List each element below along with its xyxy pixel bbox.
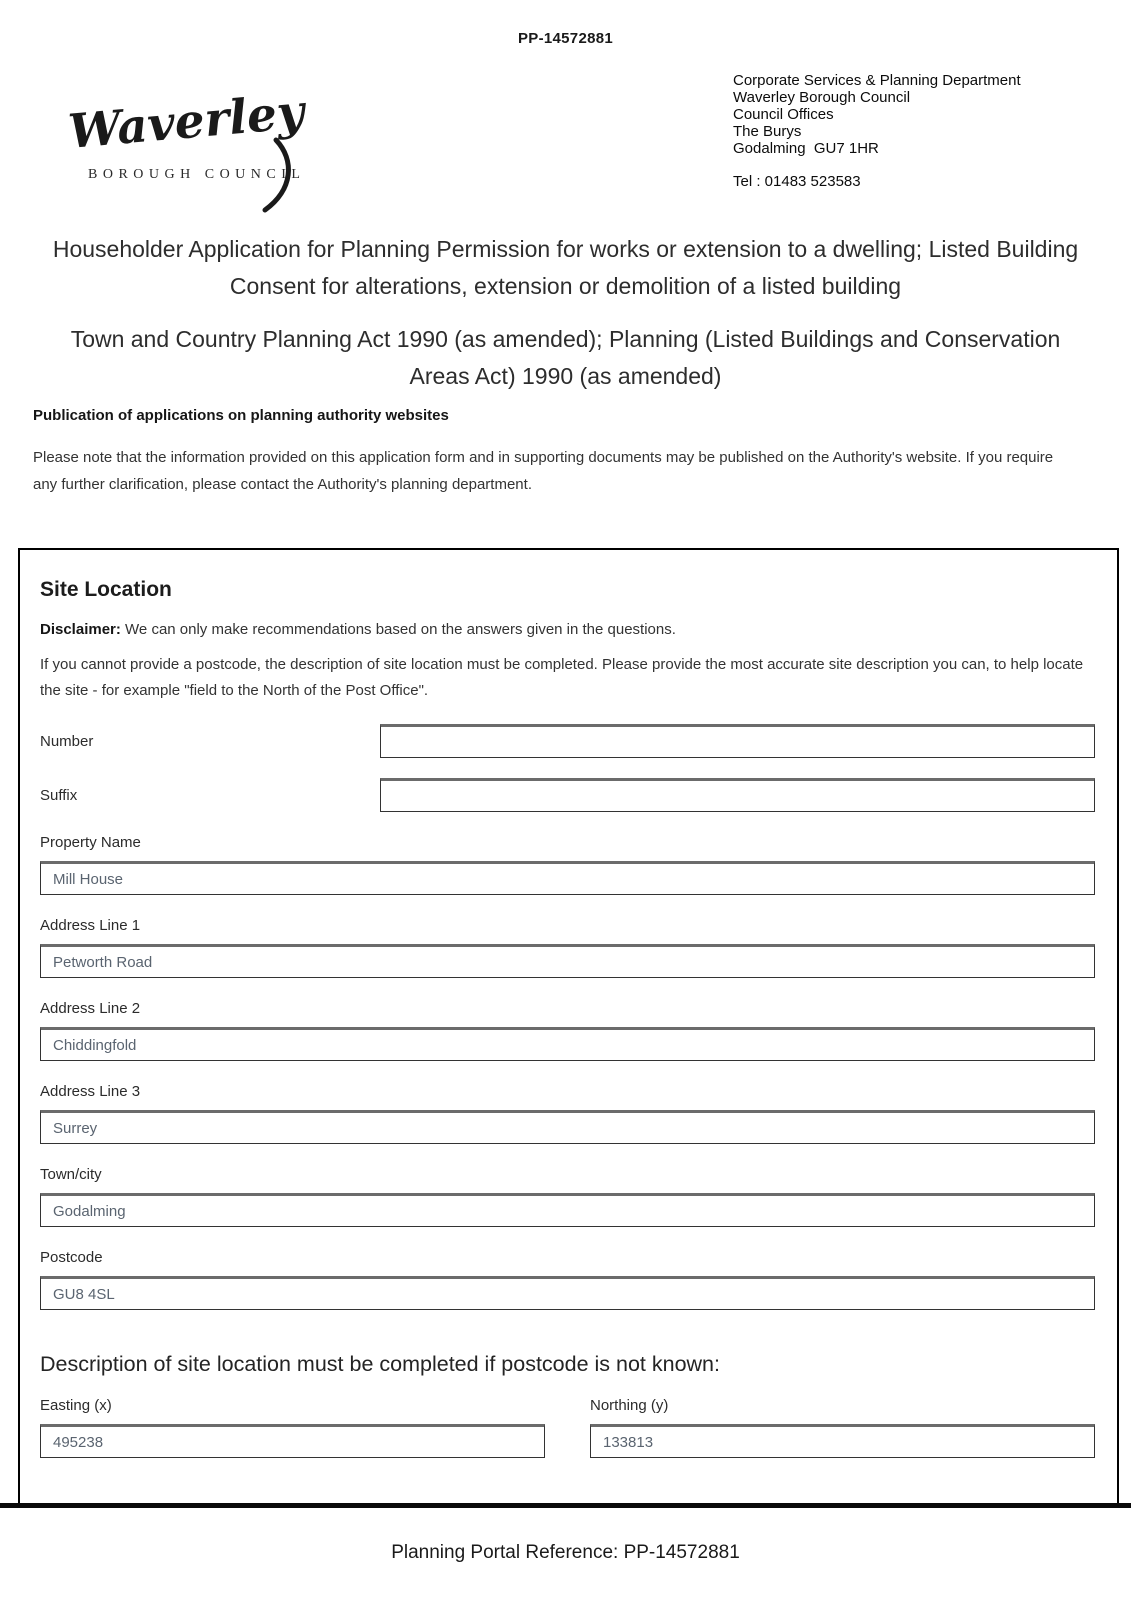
northing-input[interactable]: [590, 1424, 1095, 1458]
page-break-divider: [0, 1503, 1131, 1508]
postcode-input[interactable]: [40, 1276, 1095, 1310]
coordinates-row: [40, 1377, 1095, 1458]
field-property-name: [40, 834, 1095, 895]
address-line: The Burys: [733, 123, 802, 140]
document-subtitle: Town and Country Planning Act 1990 (as amended); Planning (Listed Buildings and Conservation Areas Act) 1990 (as amended): [70, 326, 1061, 389]
field-number: [40, 724, 1095, 758]
easting-label: Easting (x): [40, 1397, 112, 1414]
number-input[interactable]: [380, 724, 1095, 758]
description-heading: Description of site location must be completed if postcode is not known:: [40, 1352, 720, 1376]
town-city-label: Town/city: [40, 1166, 102, 1183]
property-name-input[interactable]: [40, 861, 1095, 895]
field-suffix: [40, 778, 1095, 812]
logo-wordmark: Waverley: [66, 88, 307, 160]
publication-body: Please note that the information provided on this application form and in supporting documents may be published on the Authority's website. If you require any further clarification, please contact the Authority's planning department.: [33, 449, 1054, 493]
publication-heading: Publication of applications on planning authority websites: [33, 407, 449, 424]
town-city-input[interactable]: [40, 1193, 1095, 1227]
field-northing: [590, 1377, 1095, 1458]
address-line-1-label: Address Line 1: [40, 917, 141, 934]
address-line: Council Offices: [733, 106, 834, 123]
easting-input[interactable]: [40, 1424, 545, 1458]
document-title: Householder Application for Planning Permission for works or extension to a dwelling; Listed Building Consent for alterations, extension or demolition of a listed building: [52, 236, 1079, 299]
council-logo: [62, 88, 312, 218]
section-heading: Site Location: [40, 578, 172, 601]
field-address-line-2: [40, 1000, 1095, 1061]
disclaimer-text: Disclaimer: We can only make recommendations based on the answers given in the questions.: [40, 621, 676, 638]
instructions-text: If you cannot provide a postcode, the description of site location must be completed. Please provide the most accurate site description you can, to help locate the site - for example "field to the North of the Post Office".: [40, 656, 1084, 699]
waverley-logo-graphic: [62, 88, 312, 218]
address-line-3-label: Address Line 3: [40, 1083, 141, 1100]
number-label: Number: [40, 733, 94, 750]
field-town-city: [40, 1166, 1095, 1227]
field-postcode: [40, 1249, 1095, 1310]
address-line-3-input[interactable]: [40, 1110, 1095, 1144]
field-easting: [40, 1377, 545, 1458]
suffix-label: Suffix: [40, 787, 78, 804]
department-address: [733, 72, 1021, 190]
northing-label: Northing (y): [590, 1397, 669, 1414]
header-reference: PP-14572881: [517, 30, 614, 47]
address-line: Waverley Borough Council: [733, 89, 911, 106]
disclaimer-label: Disclaimer:: [40, 621, 121, 638]
address-line-2-label: Address Line 2: [40, 1000, 141, 1017]
field-address-line-3: [40, 1083, 1095, 1144]
address-line-1-input[interactable]: [40, 944, 1095, 978]
phone-number: Tel : 01483 523583: [733, 173, 861, 190]
postcode-label: Postcode: [40, 1249, 103, 1266]
address-line: Corporate Services & Planning Department: [733, 72, 1021, 89]
property-name-label: Property Name: [40, 834, 141, 851]
address-line: Godalming GU7 1HR: [733, 140, 879, 157]
logo-subtitle: BOROUGH COUNCIL: [88, 167, 306, 182]
field-address-line-1: [40, 917, 1095, 978]
suffix-input[interactable]: [380, 778, 1095, 812]
footer-reference: Planning Portal Reference: PP-14572881: [391, 1542, 740, 1563]
site-location-section: [18, 548, 1119, 1503]
address-line-2-input[interactable]: [40, 1027, 1095, 1061]
